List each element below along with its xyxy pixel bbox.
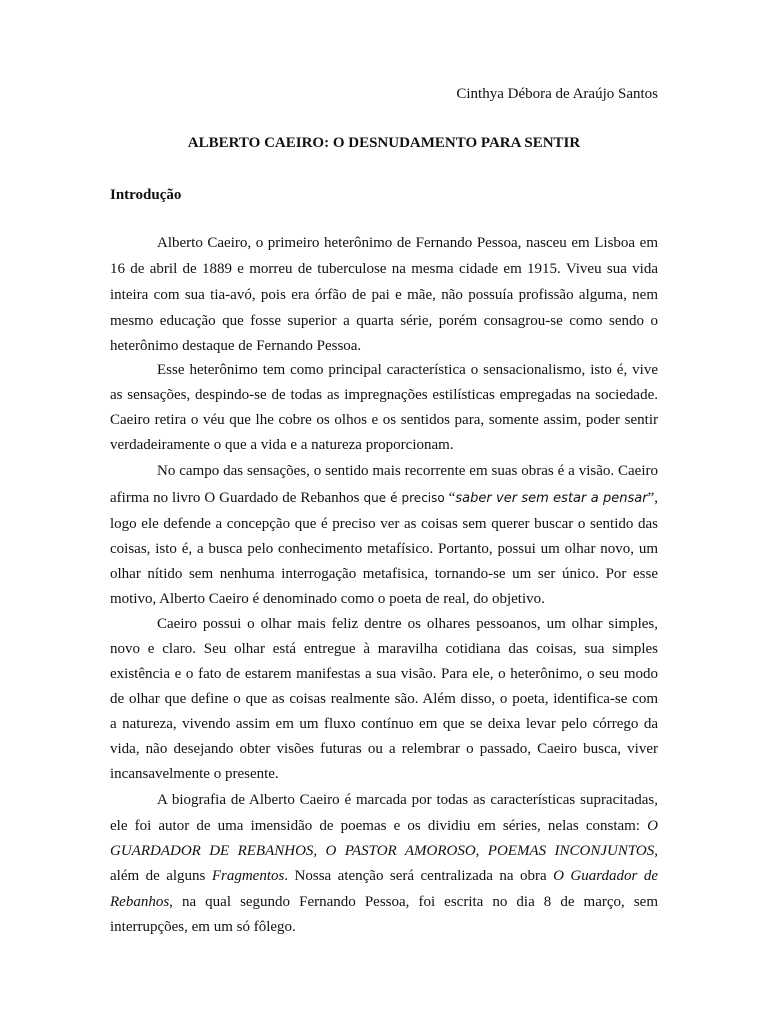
paragraph-5-line	[110, 867, 658, 885]
paragraph-4-line: existência e o fato de estarem manifestas a sua visão. Para ele, o heterônimo, o seu modo	[110, 666, 658, 682]
paragraph-2-line: Caeiro retira o véu que lhe cobre os olhos e os sentidos para, somente assim, poder sentir	[110, 412, 658, 428]
paragraph-5-text: ele foi autor de uma imensidão de poemas e os dividiu em séries, nelas constam:	[110, 818, 648, 834]
paragraph-5-line: interrupções, em um só fôlego.	[110, 919, 296, 935]
caeiro-quote: saber ver sem estar a pensar	[455, 491, 648, 506]
paragraph-4-line: a natureza, vivendo assim em um fluxo contínuo em que se deixa levar pelo córrego da	[110, 716, 658, 732]
paragraph-2-line: verdadeiramente o que a vida e a natureza proporcionam.	[110, 437, 454, 453]
section-heading: Introdução	[110, 187, 182, 203]
paragraph-3-line: logo ele defende a concepção que é preciso ver as coisas sem querer buscar o sentido das	[110, 516, 658, 532]
work-title-italic: O Guardador de	[553, 868, 658, 884]
paragraph-2-line: as sensações, despindo-se de todas as impregnações estilísticas empregadas na sociedade.	[110, 387, 658, 403]
paragraph-5-line	[110, 842, 658, 860]
paragraph-4-line: vida, não desejando obter visões futuras ou a relembrar o passado, Caeiro busca, viver	[110, 741, 658, 757]
paragraph-2-line: Esse heterônimo tem como principal característica o sensacionalismo, isto é, vive	[157, 362, 658, 378]
paragraph-4-line: incansavelmente o presente.	[110, 766, 279, 782]
fragmentos-italic: Fragmentos	[211, 868, 285, 884]
paragraph-1-line: Alberto Caeiro, o primeiro heterônimo de Fernando Pessoa, nasceu em Lisboa em	[157, 235, 658, 251]
paragraph-3-line: No campo das sensações, o sentido mais recorrente em suas obras é a visão. Caeiro	[157, 463, 658, 479]
quote-open-mark: “	[444, 490, 456, 506]
paragraph-5-line	[110, 893, 658, 911]
paragraph-5-text: além de alguns	[110, 868, 212, 884]
work-title-italic: O	[647, 818, 658, 834]
document-title: ALBERTO CAEIRO: O DESNUDAMENTO PARA SENTIR	[187, 135, 581, 151]
paragraph-3-line: motivo, Alberto Caeiro é denominado como o poeta de real, do objetivo.	[110, 591, 545, 607]
author-name: Cinthya Débora de Araújo Santos	[456, 86, 658, 102]
quote-close-mark: ”,	[647, 490, 658, 506]
paragraph-3-line	[110, 489, 658, 508]
paragraph-4-line: de olhar que define o que as coisas realmente são. Além disso, o poeta, identifica-se com	[110, 691, 658, 707]
paragraph-1-line: inteira com sua tia-avó, pois era órfão de pai e mãe, não possuía profissão alguma, nem	[110, 287, 658, 303]
paragraph-4-line: Caeiro possui o olhar mais feliz dentre os olhares pessoanos, um olhar simples,	[157, 616, 658, 632]
paragraph-3-line: coisas, isto é, a busca pelo conhecimento metafísico. Portanto, possui um olhar novo, um	[110, 541, 658, 557]
work-title-italic: Rebanhos	[110, 894, 170, 910]
paragraph-5-text: . Nossa atenção será centralizada na obra	[284, 868, 554, 884]
paragraph-1-line: heterônimo destaque de Fernando Pessoa.	[110, 338, 362, 354]
paragraph-4-line: novo e claro. Seu olhar está entregue à maravilha cotidiana das coisas, sua simples	[110, 641, 658, 657]
paragraph-1-line: mesmo educação que fosse superior a quarta série, porém consagrou-se como sendo o	[110, 313, 658, 329]
paragraph-1-line: 16 de abril de 1889 e morreu de tuberculose na mesma cidade em 1915. Viveu sua vida	[110, 261, 658, 277]
paragraph-3-line: olhar nítido sem nenhuma interrogação metafisica, tornando-se um ser único. Por esse	[110, 566, 658, 582]
paragraph-3-text-mono: que é preciso	[363, 491, 445, 505]
paragraph-5-text: , na qual segundo Fernando Pessoa, foi escrita no dia 8 de março, sem	[169, 894, 658, 910]
paragraph-3-text: afirma no livro O Guardado de Rebanhos	[110, 490, 364, 506]
paragraph-5-line: A biografia de Alberto Caeiro é marcada por todas as características supracitadas,	[157, 792, 658, 808]
paragraph-5-line	[110, 817, 658, 835]
work-titles-italic: GUARDADOR DE REBANHOS, O PASTOR AMOROSO, POEMAS INCONJUNTOS,	[110, 843, 658, 859]
